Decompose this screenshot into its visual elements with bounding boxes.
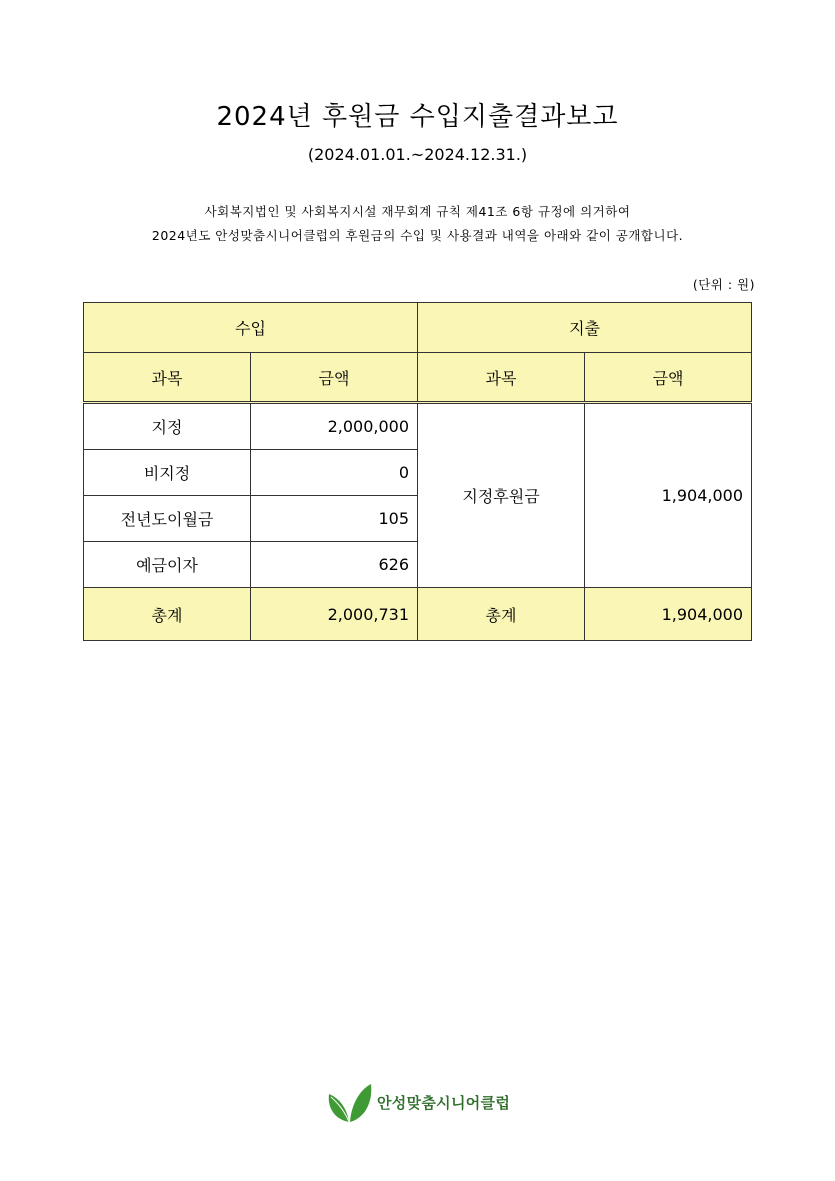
leaf-icon bbox=[325, 1080, 373, 1124]
income-item: 예금이자 bbox=[84, 542, 251, 588]
expense-header: 지출 bbox=[418, 303, 752, 353]
income-expense-table bbox=[83, 302, 752, 641]
expense-total-label: 총계 bbox=[418, 588, 585, 641]
report-period: (2024.01.01.~2024.12.31.) bbox=[307, 145, 528, 164]
table-row bbox=[84, 403, 752, 450]
organization-name: 안성맞춤시니어클럽 bbox=[377, 1093, 511, 1112]
income-amount: 0 bbox=[251, 450, 418, 496]
intro-line-2: 2024년도 안성맞춤시니어클럽의 후원금의 수입 및 사용결과 내역을 아래와 같이 공개합니다. bbox=[151, 228, 684, 243]
income-amount: 2,000,000 bbox=[251, 403, 418, 450]
income-total-label: 총계 bbox=[84, 588, 251, 641]
intro-line-1: 사회복지법인 및 사회복지시설 재무회계 규칙 제41조 6항 규정에 의거하여 bbox=[204, 204, 631, 219]
expense-amount-header: 금액 bbox=[585, 353, 752, 403]
expense-total-amount: 1,904,000 bbox=[585, 588, 752, 641]
page-title: 2024년 후원금 수입지출결과보고 bbox=[216, 102, 619, 132]
unit-label: (단위 : 원) bbox=[692, 277, 755, 292]
income-amount: 626 bbox=[251, 542, 418, 588]
income-item: 비지정 bbox=[84, 450, 251, 496]
income-item: 지정 bbox=[84, 403, 251, 450]
expense-item: 지정후원금 bbox=[418, 403, 585, 588]
expense-amount: 1,904,000 bbox=[585, 403, 752, 588]
income-amount-header: 금액 bbox=[251, 353, 418, 403]
income-total-amount: 2,000,731 bbox=[251, 588, 418, 641]
income-item-header: 과목 bbox=[84, 353, 251, 403]
organization-logo bbox=[325, 1080, 510, 1124]
income-amount: 105 bbox=[251, 496, 418, 542]
expense-item-header: 과목 bbox=[418, 353, 585, 403]
total-row bbox=[84, 588, 752, 641]
income-item: 전년도이월금 bbox=[84, 496, 251, 542]
income-header: 수입 bbox=[84, 303, 418, 353]
